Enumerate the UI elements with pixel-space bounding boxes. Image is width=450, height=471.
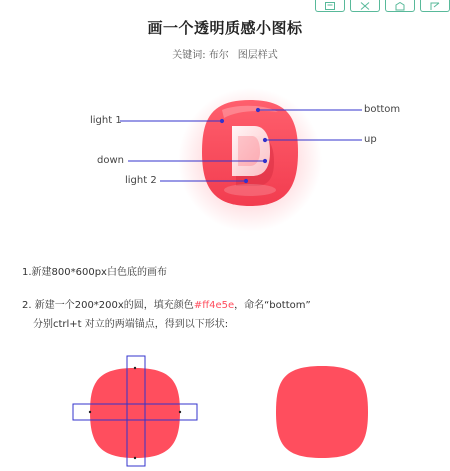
step-2-line-2: 分别ctrl+t 对立的两端锚点，得到以下形状: [33, 319, 229, 330]
icon-light-2 [224, 184, 276, 196]
keywords-extra: 图层样式 [237, 50, 278, 61]
label-bottom: bottom [364, 104, 401, 115]
step-2-prefix: 2. 新建一个200*200x的圆，填充颜色 [22, 300, 194, 311]
page-title: 画一个透明质感小图标 [147, 19, 303, 37]
label-up: up [364, 134, 377, 145]
guide-dot-light2 [244, 179, 247, 182]
shape-result [276, 366, 368, 458]
guide-dot-light1 [220, 119, 223, 122]
anchor-bottom [134, 457, 136, 459]
label-light2: light 2 [125, 175, 157, 186]
label-down: down [97, 155, 124, 166]
anchor-top [134, 367, 136, 369]
keywords-label: 关键词: 布尔 [172, 50, 229, 61]
step-2-suffix: ，命名“bottom” [234, 300, 311, 311]
shape-with-handles [90, 368, 180, 458]
step-2-color: #ff4e5e [193, 300, 235, 311]
guide-dot-down [263, 159, 266, 162]
step-2 [22, 299, 311, 313]
step-1: 1.新建800*600px白色底的画布 [22, 267, 167, 278]
label-light1: light 1 [90, 115, 122, 126]
guide-dot-bottom [256, 108, 259, 111]
anchor-right [179, 411, 181, 413]
guide-dot-up [263, 138, 266, 141]
anchor-left [89, 411, 91, 413]
